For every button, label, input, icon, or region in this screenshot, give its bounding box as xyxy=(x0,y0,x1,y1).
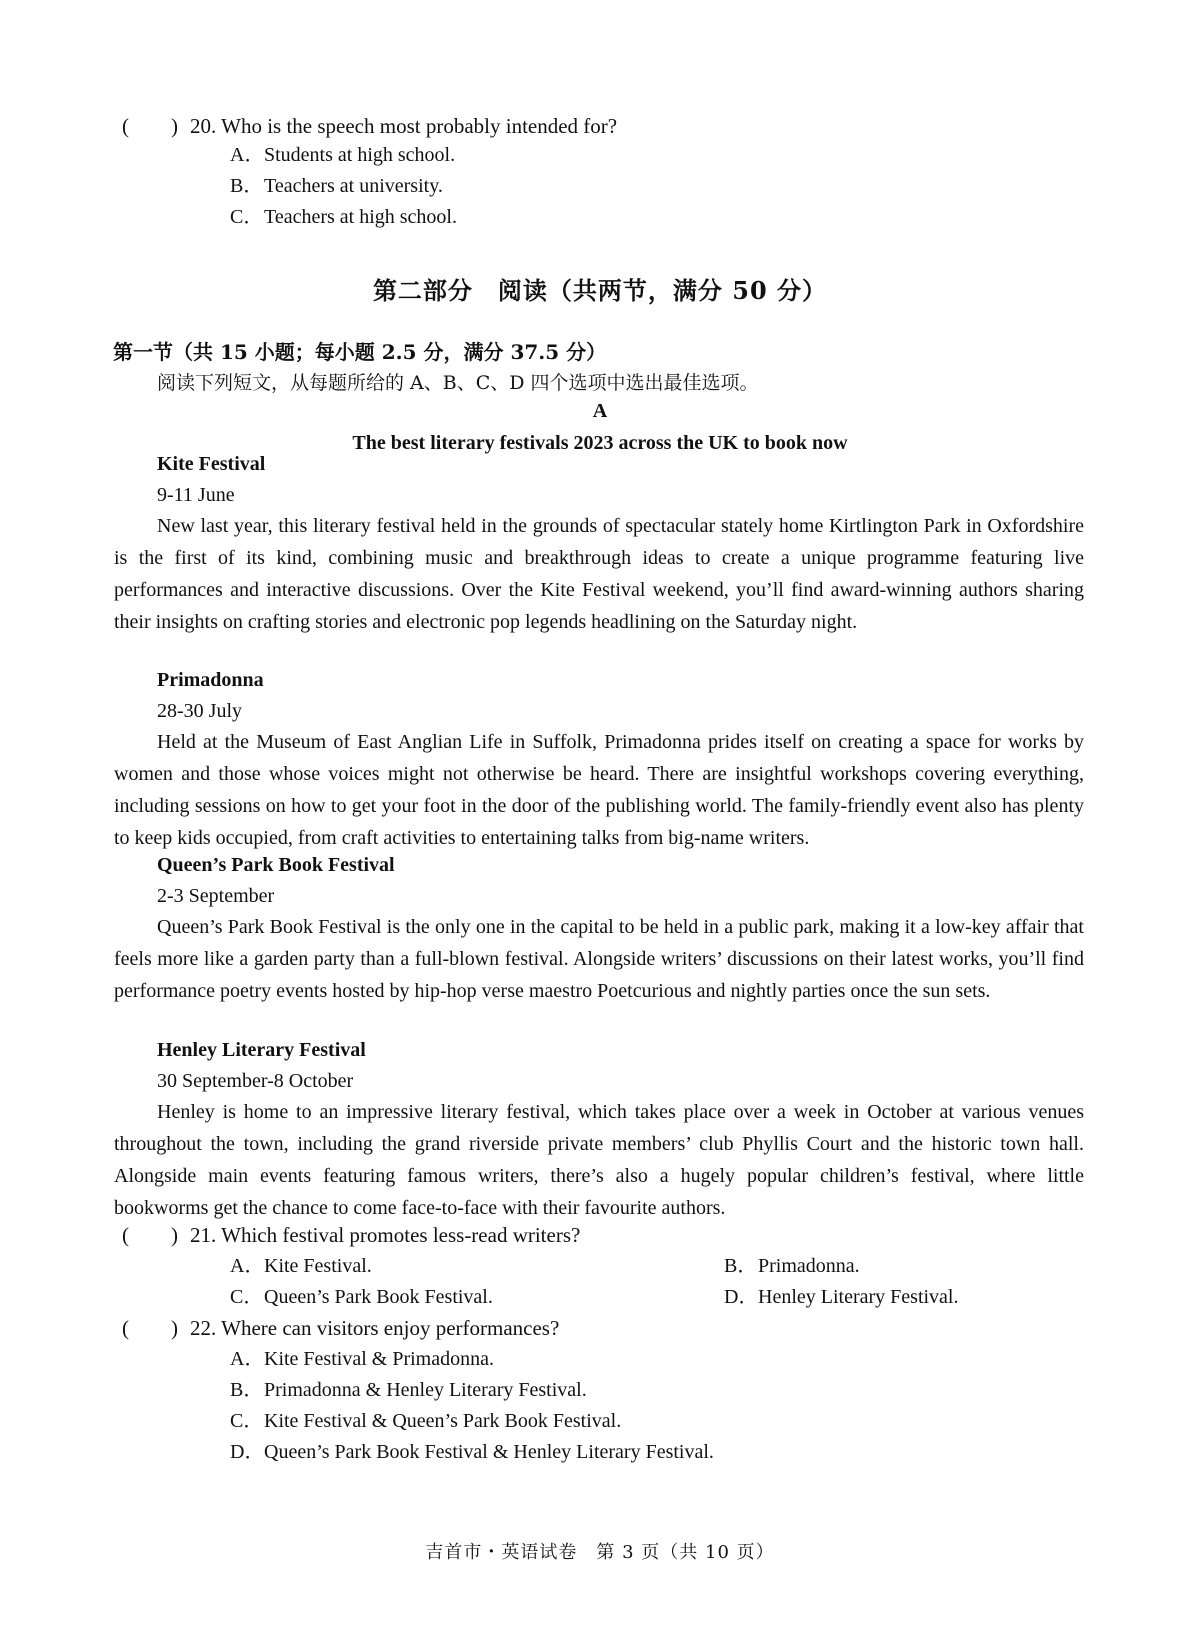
option-letter: B． xyxy=(230,175,264,197)
option-letter: A． xyxy=(230,1348,265,1370)
question-stem: 22. Where can visitors enjoy performances? xyxy=(190,1316,560,1340)
festival-name: Henley Literary Festival xyxy=(157,1039,366,1061)
option-a[interactable] xyxy=(230,1344,494,1374)
option-text: Kite Festival & Primadonna. xyxy=(264,1348,494,1370)
option-text: Students at high school. xyxy=(264,144,456,166)
option-letter: C． xyxy=(230,206,264,228)
option-c[interactable] xyxy=(230,202,457,232)
option-text: Primadonna. xyxy=(758,1255,860,1277)
option-text: Queen’s Park Book Festival. xyxy=(264,1286,493,1308)
option-a[interactable] xyxy=(230,1251,372,1281)
answer-blank[interactable]: ( ) xyxy=(122,1223,178,1247)
option-text: Queen’s Park Book Festival & Henley Literary Festival. xyxy=(264,1441,714,1463)
answer-blank[interactable]: ( ) xyxy=(122,114,178,138)
option-a[interactable] xyxy=(230,140,455,170)
section-heading: 第一节（共 15 小题；每小题 2.5 分，满分 37.5 分） xyxy=(113,340,607,364)
option-b[interactable] xyxy=(230,171,443,201)
festival-date: 9-11 June xyxy=(157,484,235,506)
question-21 xyxy=(122,1220,580,1250)
option-letter: C． xyxy=(230,1286,264,1308)
option-letter: B． xyxy=(230,1379,264,1401)
festival-name: Queen’s Park Book Festival xyxy=(157,854,395,876)
option-b[interactable] xyxy=(724,1251,860,1281)
question-20 xyxy=(122,111,617,141)
passage-letter: A xyxy=(592,400,608,422)
option-letter: A． xyxy=(230,1255,265,1277)
answer-blank[interactable]: ( ) xyxy=(122,1316,178,1340)
festival-date: 2-3 September xyxy=(157,885,275,907)
option-d[interactable] xyxy=(230,1437,714,1467)
option-letter: D． xyxy=(724,1286,759,1308)
festival-date: 28-30 July xyxy=(157,700,242,722)
option-letter: C． xyxy=(230,1410,264,1432)
question-stem: 20. Who is the speech most probably intended for? xyxy=(190,114,618,138)
page-footer: 吉首市・英语试卷 第 3 页（共 10 页） xyxy=(425,1542,775,1563)
option-c[interactable] xyxy=(230,1406,621,1436)
festival-name: Kite Festival xyxy=(157,453,266,475)
festival-description: Queen’s Park Book Festival is the only one in the capital to be held in a public park, making it a low-key affair that feels more like a garden party than a full-blown festival. Alongside writers’ discussions on their latest works, you’ll find performance poetry events hosted by hip-hop verse maestro Poetcurious and nightly parties once the sun sets. xyxy=(114,916,1084,1002)
question-22 xyxy=(122,1313,559,1343)
festival-description: New last year, this literary festival held in the grounds of spectacular stately home Kirtlington Park in Oxfordshire is the first of its kind, combining music and breakthrough ideas to create a unique programme featuring live performances and interactive discussions. Over the Kite Festival weekend, you’ll find award-winning authors sharing their insights on crafting stories and electronic pop legends headlining on the Saturday night. xyxy=(114,515,1084,633)
instruction: 阅读下列短文，从每题所给的 A、B、C、D 四个选项中选出最佳选项。 xyxy=(157,372,759,394)
festival-date: 30 September-8 October xyxy=(157,1070,354,1092)
option-letter: A． xyxy=(230,144,265,166)
option-text: Kite Festival & Queen’s Park Book Festival. xyxy=(264,1410,622,1432)
option-c[interactable] xyxy=(230,1282,493,1312)
option-letter: D． xyxy=(230,1441,265,1463)
option-d[interactable] xyxy=(724,1282,959,1312)
part-title: 第二部分 阅读（共两节，满分 50 分） xyxy=(372,276,828,305)
option-text: Teachers at high school. xyxy=(264,206,457,228)
option-b[interactable] xyxy=(230,1375,587,1405)
option-text: Henley Literary Festival. xyxy=(758,1286,959,1308)
option-text: Teachers at university. xyxy=(264,175,443,197)
option-text: Kite Festival. xyxy=(264,1255,372,1277)
option-letter: B． xyxy=(724,1255,758,1277)
question-stem: 21. Which festival promotes less-read writers? xyxy=(190,1223,581,1247)
option-text: Primadonna & Henley Literary Festival. xyxy=(264,1379,587,1401)
festival-description: Held at the Museum of East Anglian Life in Suffolk, Primadonna prides itself on creating a space for works by women and those whose voices might not otherwise be heard. There are insightful workshops covering everything, including sessions on how to get your foot in the door of the publishing world. The family-friendly event also has plenty to keep kids occupied, from craft activities to entertaining talks from big-name writers. xyxy=(114,731,1084,849)
festival-name: Primadonna xyxy=(157,669,264,691)
article-title: The best literary festivals 2023 across the UK to book now xyxy=(352,432,848,454)
festival-description: Henley is home to an impressive literary festival, which takes place over a week in October at various venues throughout the town, including the grand riverside private members’ club Phyllis Court and the historic town hall. Alongside main events featuring famous writers, there’s also a hugely popular children’s festival, where little bookworms get the chance to come face-to-face with their favourite authors. xyxy=(114,1101,1084,1219)
